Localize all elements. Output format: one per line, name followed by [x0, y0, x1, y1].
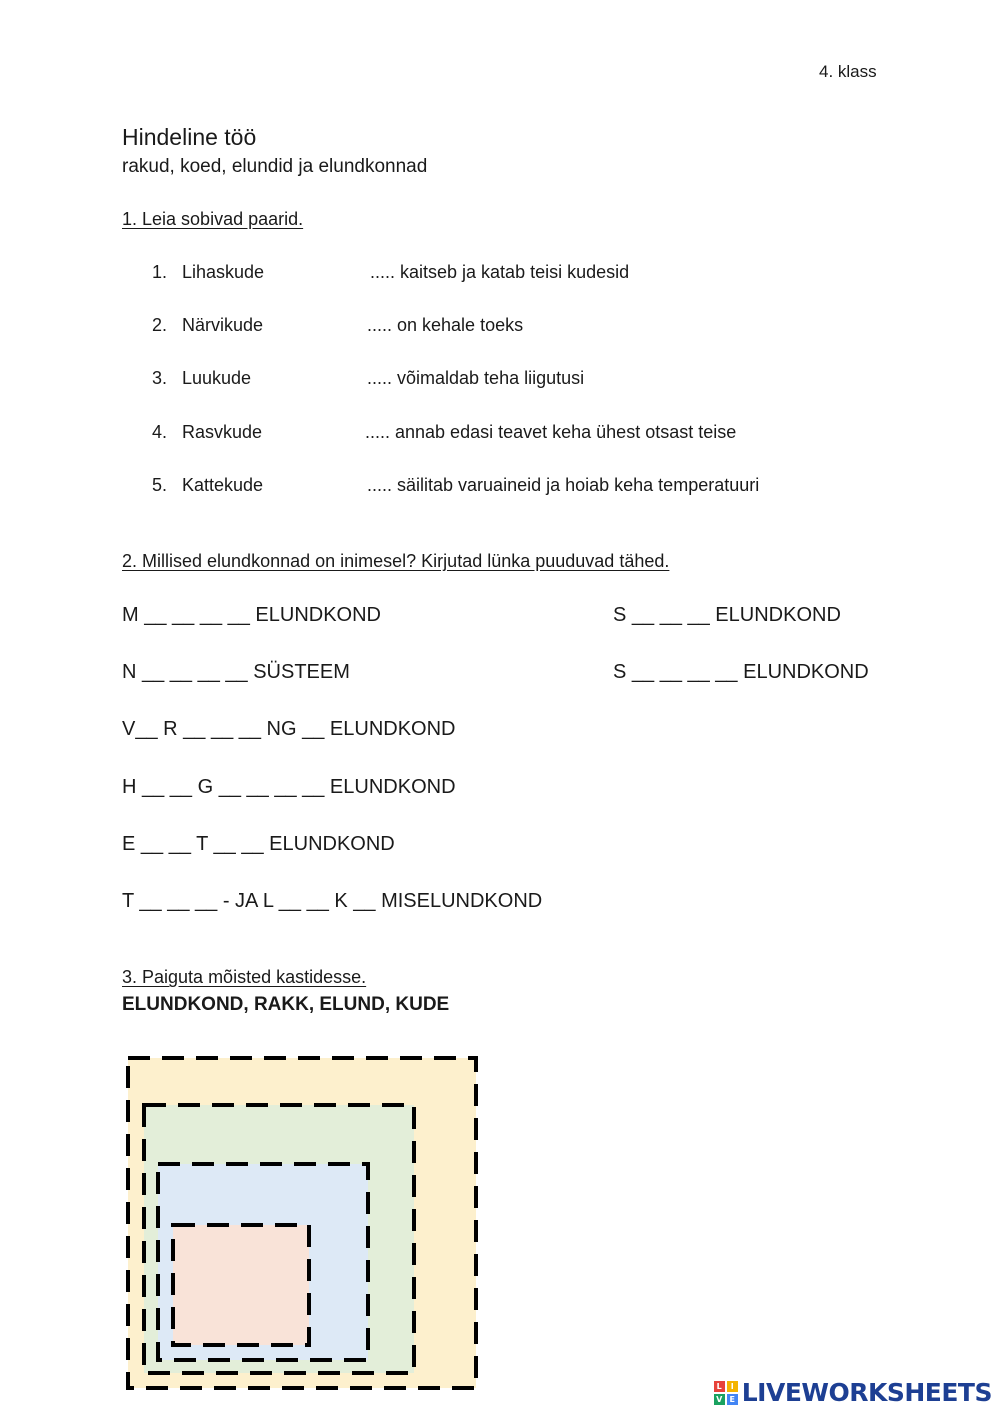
pair-definition[interactable]: ..... on kehale toeks: [367, 315, 524, 335]
section3-heading: 3. Paiguta mõisted kastidesse.: [122, 967, 367, 987]
organ-system-blank[interactable]: T __ __ __ - JA L __ __ K __ MISELUNDKOND: [122, 890, 543, 912]
organ-system-blank[interactable]: M __ __ __ __ ELUNDKOND: [122, 604, 382, 626]
section2-heading: 2. Millised elundkonnad on inimesel? Kirjutad lünka puuduvad tähed.: [122, 551, 670, 571]
page-title: Hindeline töö: [122, 124, 257, 150]
logo-mark-letter: L: [714, 1381, 725, 1392]
logo-mark-letter: V: [714, 1394, 725, 1405]
organ-system-blank[interactable]: H __ __ G __ __ __ __ ELUNDKOND: [122, 776, 456, 798]
pair-number: 2.: [152, 315, 168, 335]
page-subtitle: rakud, koed, elundid ja elundkonnad: [122, 156, 428, 177]
organ-system-blank[interactable]: E __ __ T __ __ ELUNDKOND: [122, 833, 395, 855]
logo-mark-letter: E: [727, 1394, 738, 1405]
pair-number: 5.: [152, 475, 168, 495]
nested-boxes: [120, 1050, 490, 1395]
pair-definition[interactable]: ..... kaitseb ja katab teisi kudesid: [370, 262, 630, 282]
logo-mark-icon: [714, 1381, 738, 1405]
pair-term: Rasvkude: [182, 422, 263, 442]
pair-definition[interactable]: ..... annab edasi teavet keha ühest otsast teise: [365, 422, 737, 442]
pair-term: Närvikude: [182, 315, 264, 335]
pair-term: Luukude: [182, 368, 252, 388]
organ-system-blank[interactable]: S __ __ __ ELUNDKOND: [613, 604, 841, 626]
organ-system-blank[interactable]: N __ __ __ __ SÜSTEEM: [122, 661, 350, 683]
logo-text: LIVEWORKSHEETS: [741, 1378, 992, 1407]
pair-number: 3.: [152, 368, 168, 388]
logo-mark-letter: I: [727, 1381, 738, 1392]
pair-term: Kattekude: [182, 475, 264, 495]
organ-system-blank[interactable]: S __ __ __ __ ELUNDKOND: [613, 661, 869, 683]
section1-heading: 1. Leia sobivad paarid.: [122, 209, 304, 229]
pair-definition[interactable]: ..... võimaldab teha liigutusi: [367, 368, 585, 388]
box-inner[interactable]: [173, 1225, 309, 1345]
pair-term: Lihaskude: [182, 262, 265, 282]
class-label: 4. klass: [819, 62, 877, 81]
pair-number: 1.: [152, 262, 168, 282]
liveworksheets-logo: [714, 1378, 992, 1407]
terms-list: ELUNDKOND, RAKK, ELUND, KUDE: [122, 994, 450, 1015]
pair-number: 4.: [152, 422, 168, 442]
organ-system-blank[interactable]: V__ R __ __ __ NG __ ELUNDKOND: [122, 718, 456, 740]
pair-definition[interactable]: ..... säilitab varuaineid ja hoiab keha temperatuuri: [367, 475, 760, 495]
